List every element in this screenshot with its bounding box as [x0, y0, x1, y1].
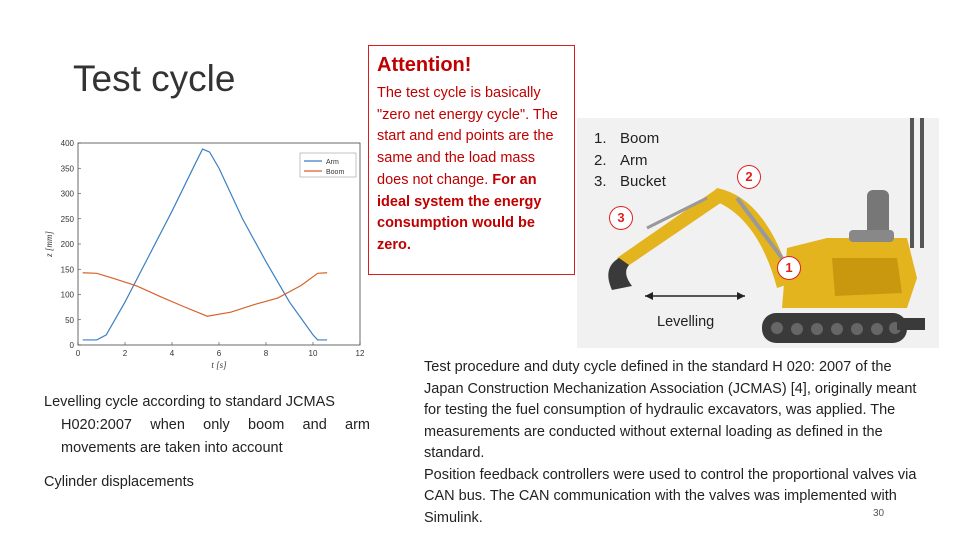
levelling-caption — [44, 391, 370, 460]
cylinder-caption: Cylinder displacements — [44, 474, 194, 490]
y-tick-label: 0 — [69, 341, 74, 350]
y-tick-label: 300 — [60, 189, 74, 199]
x-tick-label: 12 — [355, 349, 365, 358]
callout-arm: 2 — [737, 165, 761, 189]
callout-boom: 1 — [777, 256, 801, 280]
part-bucket: 3. Bucket — [594, 173, 666, 190]
procedure-text — [424, 357, 930, 529]
procedure-paragraph-1: Test procedure and duty cycle defined in the standard H 020: 2007 of the Japan Construction Mechanization Association (JCMAS) [4], originally meant for testing the fuel consumption of hydraulic excavators, was applied. The measurements are conducted without external loading as defined in the standard. — [424, 359, 917, 461]
levelling-caption-line2: H020:2007 when only boom and arm movements are taken into account — [61, 417, 370, 456]
y-tick-label: 150 — [60, 265, 74, 275]
x-tick-label: 4 — [169, 349, 175, 358]
procedure-paragraph-2: Position feedback controllers were used to control the proportional valves via CAN bus. The CAN communication with the valves was implemented with Simulink. — [424, 466, 917, 526]
attention-body — [377, 83, 566, 257]
attention-heading: Attention! — [377, 54, 472, 76]
x-axis-label: t [s] — [211, 360, 227, 370]
y-tick-label: 200 — [60, 240, 74, 249]
callout-bucket: 3 — [609, 206, 633, 230]
excavator-parts-list — [594, 128, 666, 193]
y-axis-label: z [mm] — [44, 231, 54, 257]
part-arm: 2. Arm — [594, 151, 648, 169]
slide-title: Test cycle — [73, 58, 236, 99]
y-tick-label: 250 — [60, 214, 74, 224]
attention-box — [368, 45, 575, 275]
attention-text: The test cycle is basically "zero net energy cycle". The start and end points are the same and the load mass does not change. — [377, 85, 558, 188]
dozer-blade — [897, 318, 925, 330]
legend-label: Boom — [326, 169, 345, 176]
levelling-label: Levelling — [657, 314, 715, 330]
levelling-caption-line1: Levelling cycle according to standard JCMAS — [44, 394, 335, 410]
attention-text-bold: For an ideal system the energy consumption would be zero. — [377, 171, 542, 253]
y-tick-label: 400 — [60, 139, 74, 148]
x-tick-label: 0 — [75, 349, 81, 358]
legend-label: Arm — [326, 159, 339, 166]
x-tick-label: 8 — [263, 349, 269, 358]
x-tick-label: 6 — [216, 349, 222, 358]
cylinder-displacement-chart — [40, 135, 370, 370]
page-number: 30 — [873, 508, 885, 519]
part-boom: 1. Boom — [594, 130, 660, 147]
y-tick-label: 100 — [60, 290, 74, 300]
y-tick-label: 50 — [65, 315, 74, 325]
x-tick-label: 2 — [122, 349, 128, 358]
y-tick-label: 350 — [60, 164, 74, 174]
x-tick-label: 10 — [308, 349, 318, 358]
